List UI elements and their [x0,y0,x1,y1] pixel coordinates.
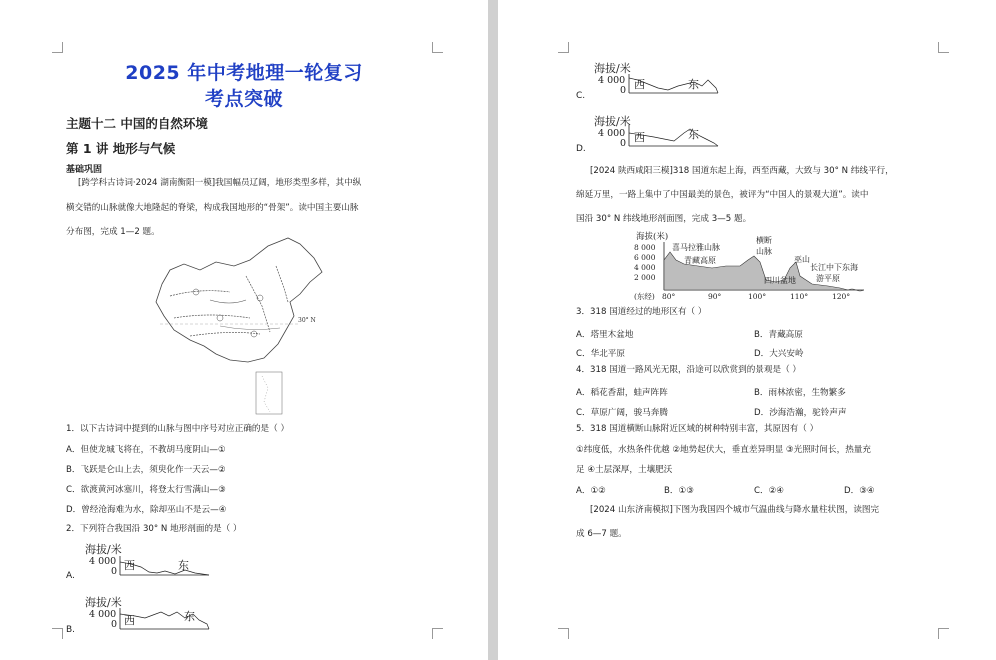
profile-b-tick-zero: 0 [111,619,118,630]
lecture-heading: 第 1 讲 地形与气候 [66,141,176,156]
label-hengduan-2: 山脉 [756,247,772,256]
profile-b-tick-top: 4 000 [89,609,117,620]
question-4-option-d: D．沙海浩瀚，驼铃声声 [754,408,847,418]
profile-c-ylabel: 海拔/米 [594,62,631,75]
profile-d-west-label: 西 [634,131,645,144]
terrain-profile-30n [632,230,872,302]
inset-frame [256,372,282,414]
question-3-stem: 3．318 国道经过的地形区有（ ） [576,307,707,317]
profile-a-west-label: 西 [124,559,135,572]
marker-4 [251,331,257,337]
profile-b-east-label: 东 [184,610,195,623]
question-5-option-a: A．①② [576,486,606,496]
intro-text-line: 分布图，完成 1—2 题。 [66,227,160,237]
intro2-text-line: 国沿 30° N 纬线地形剖面图，完成 3—5 题。 [576,214,752,224]
question-5-option-d: D．③④ [844,486,875,496]
crop-mark [558,42,569,53]
intro3-text-line: [2024 山东济南模拟]下图为我国四个城市气温曲线与降水量柱状图，读图完 [590,505,880,515]
question-2-stem: 2．下列符合我国沿 30° N 地形剖面的是（ ） [66,524,242,534]
marker-2 [217,315,223,321]
mountain-range [174,315,250,318]
ytick-4000: 4 000 [634,263,656,272]
profile-c-tick-top: 4 000 [598,75,626,86]
crop-mark [52,628,63,639]
mountain-range [246,276,270,332]
question-3-option-c: C．华北平原 [576,349,625,359]
intro2-text-line: 绵延万里，一路上集中了中国最美的景色，被评为“中国人的景观大道”。读中 [576,190,869,200]
xtick-120: 120° [832,292,851,301]
ytick-8000: 8 000 [634,243,656,252]
profile-a-tick-top: 4 000 [89,556,117,567]
profile-d-letter: D. [576,144,586,154]
question-5-statement-line: ①纬度低，水热条件优越 ②地势起伏大，垂直差异明显 ③光照时间长，热量充 [576,445,871,455]
question-1-option-b: B．飞跃是仑山上去，须臾化作一天云—② [66,465,226,475]
profile-d-east-label: 东 [688,128,699,141]
question-1-option-a: A．但使龙城飞将在，不教胡马度阴山—① [66,445,226,455]
question-1-stem: 1．以下古诗词中提到的山脉与图中序号对应正确的是（ ） [66,424,290,434]
profile-c-tick-zero: 0 [620,85,627,96]
document-title-line2: 考点突破 [204,88,283,110]
xlabel: (东经) [634,292,655,301]
document-page-1 [0,0,488,660]
intro-text-line: 横交错的山脉就像大地隆起的脊梁，构成我国地形的“骨架”。读中国主要山脉 [66,203,359,213]
profile-a-letter: A. [66,571,75,581]
question-4-option-c: C．草原广阔，骏马奔腾 [576,408,668,418]
profile-a-ylabel: 海拔/米 [85,543,122,556]
river [220,326,280,330]
profile-d-tick-zero: 0 [620,138,627,149]
crop-mark [52,42,63,53]
label-qinghai-tibet-plateau: 青藏高原 [684,256,716,265]
xtick-100: 100° [748,292,767,301]
crop-mark [432,42,443,53]
profile-b-west-label: 西 [124,614,135,627]
intro-text-line: [跨学科古诗词·2024 湖南衡阳一模]我国幅员辽阔，地形类型多样，其中纵 [78,178,362,188]
label-yangtze-plain-2: 游平原 [816,274,840,283]
profile-d-tick-top: 4 000 [598,128,626,139]
china-mountains-map [150,236,330,416]
question-1-option-c: C．欲渡黄河冰塞川，将登太行雪满山—③ [66,485,226,495]
xtick-80: 80° [662,292,676,301]
label-yangtze-plain: 长江中下 [810,263,842,272]
mountain-range [170,291,230,296]
question-5-option-b: B．①③ [664,486,694,496]
question-4-option-b: B．雨林浓密，生物繁多 [754,388,846,398]
xtick-110: 110° [790,292,809,301]
label-sichuan-basin: 四川盆地 [764,276,796,285]
latitude-label: 30° N [298,317,316,324]
profile-b-letter: B. [66,625,76,635]
crop-mark [938,628,949,639]
question-4-option-a: A．稻花香甜，蛙声阵阵 [576,388,668,398]
question-3-option-a: A．塔里木盆地 [576,330,634,340]
question-1-option-d: D．曾经沧海难为水，除却巫山不是云—④ [66,505,227,515]
crop-mark [938,42,949,53]
intro2-text-line: [2024 陕西咸阳三模]318 国道东起上海，西至西藏，大致与 30° N 纬线平行， [590,166,894,176]
profile-d-ylabel: 海拔/米 [594,115,631,128]
profile-c-letter: C. [576,91,586,101]
crop-mark [432,628,443,639]
label-hengduan: 横断 [756,236,772,245]
mountain-range [190,332,260,336]
profile-ylabel: 海拔(米) [636,232,669,242]
document-page-2 [498,0,996,660]
intro3-text-line: 成 6—7 题。 [576,529,627,539]
profile-a-tick-zero: 0 [111,566,118,577]
xtick-90: 90° [708,292,722,301]
profile-b-ylabel: 海拔/米 [85,596,122,609]
question-3-option-b: B．青藏高原 [754,330,803,340]
label-himalaya: 喜马拉雅山脉 [672,243,720,252]
question-3-option-d: D．大兴安岭 [754,349,804,359]
question-5-statement-line: 足 ④土层深厚，土壤肥沃 [576,465,673,475]
question-5-stem: 5．318 国道横断山脉附近区域的树种特别丰富，其原因有（ ） [576,424,819,434]
question-4-stem: 4．318 国道一路风光无限，沿途可以欣赏到的景观是（ ） [576,365,801,375]
document-title-line1: 2025 年中考地理一轮复习 [125,62,363,84]
profile-c-east-label: 东 [688,78,699,91]
page-gap [488,0,498,660]
question-5-option-c: C．②④ [754,486,785,496]
topic-heading: 主题十二 中国的自然环境 [66,116,208,131]
profile-c-west-label: 西 [634,78,645,91]
mountain-range [276,266,288,302]
crop-mark [558,628,569,639]
label-wushan: 巫山 [794,255,810,264]
mountain-range [210,300,246,303]
ytick-6000: 6 000 [634,253,656,262]
section-heading: 基础巩固 [66,165,103,175]
marker-1 [193,289,199,295]
profile-a-east-label: 东 [178,559,189,572]
china-outline [156,238,322,362]
ytick-2000: 2 000 [634,273,656,282]
label-east-sea: 东海 [842,263,858,272]
south-china-sea-islands [262,376,270,412]
